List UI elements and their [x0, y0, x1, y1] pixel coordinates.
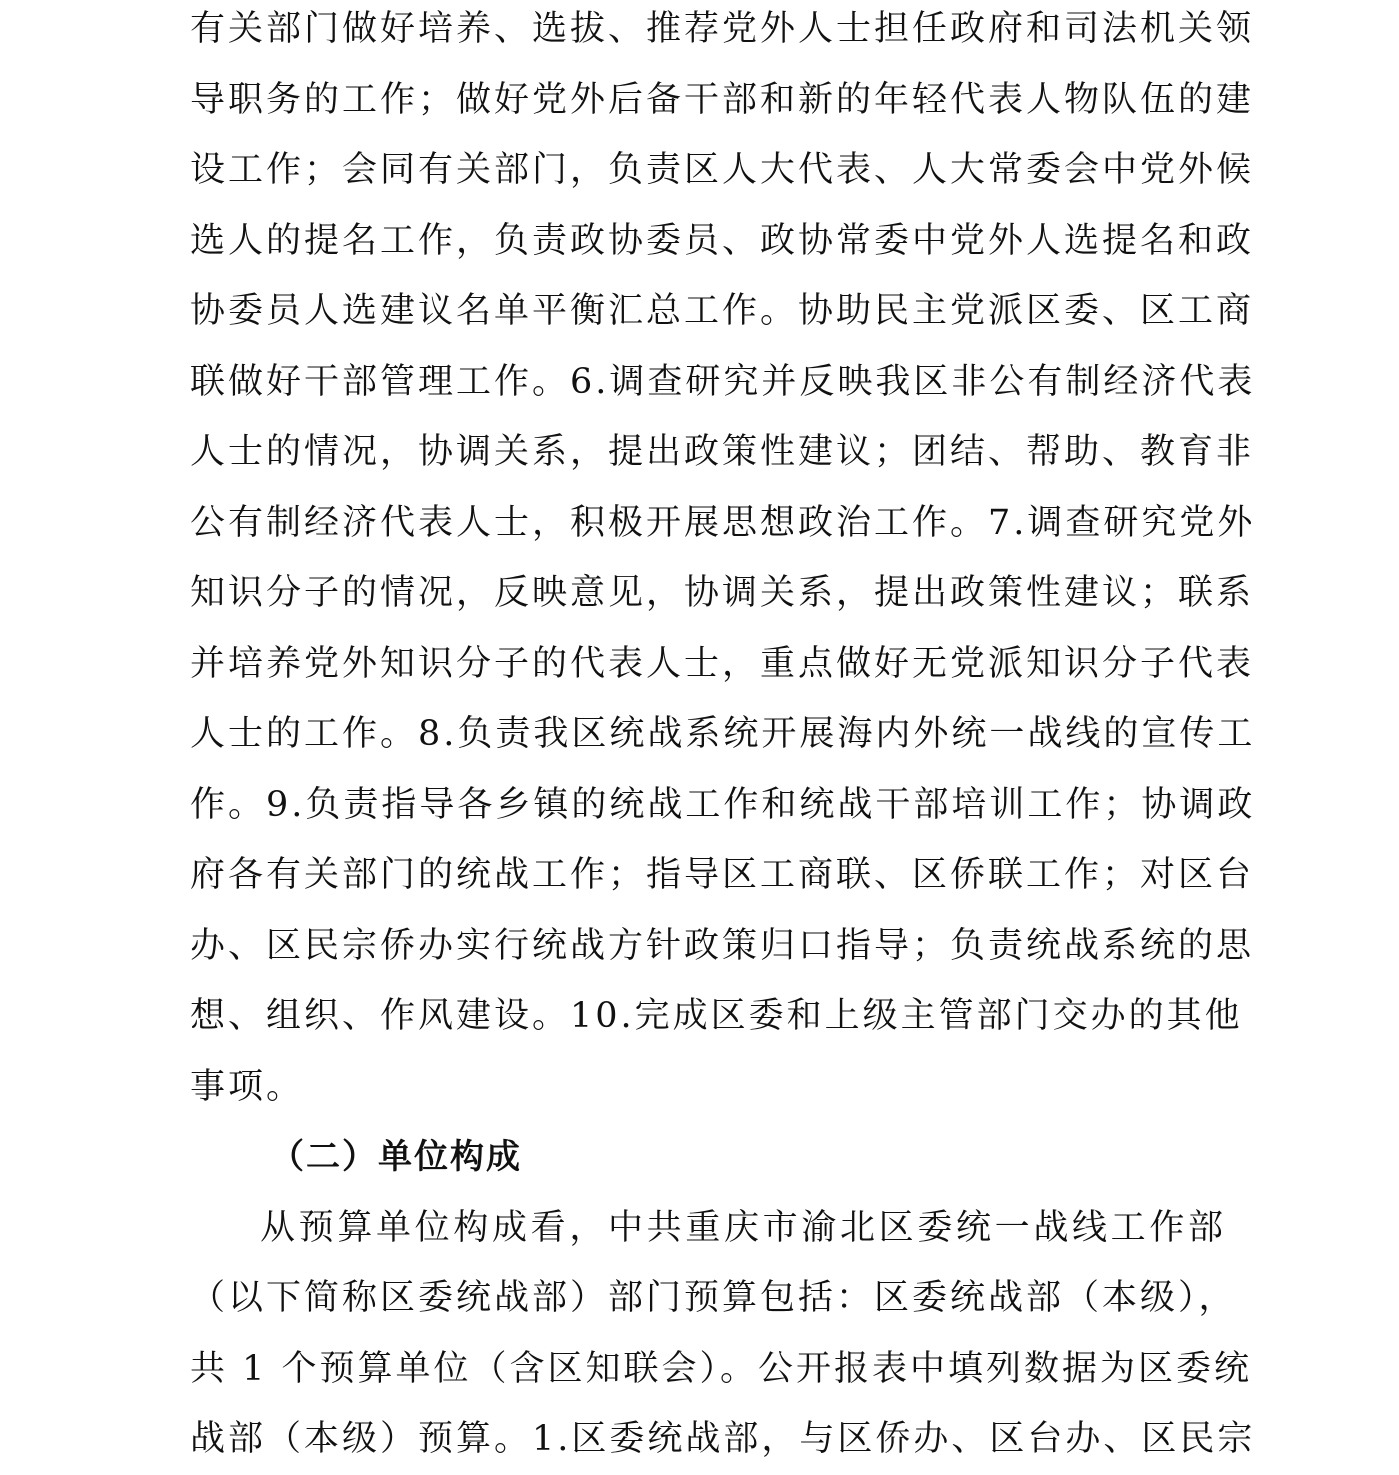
text-line: 有关部门做好培养、选拔、推荐党外人士担任政府和司法机关领 [190, 9, 1255, 49]
text-line: 想、组织、作风建设。10.完成区委和上级主管部门交办的其他 [190, 996, 1243, 1036]
text-line: 选人的提名工作，负责政协委员、政协常委中党外人选提名和政 [190, 220, 1255, 261]
text-line: 战部（本级）预算。1.区委统战部，与区侨办、区台办、区民宗 [190, 1419, 1256, 1459]
text-line: 人士的情况，协调关系，提出政策性建议；团结、帮助、教育非 [190, 432, 1255, 472]
text-line: 协委员人选建议名单平衡汇总工作。协助民主党派区委、区工商 [190, 291, 1255, 331]
text-line: 事项。 [190, 1066, 305, 1107]
text-line: 导职务的工作；做好党外后备干部和新的年轻代表人物队伍的建 [190, 79, 1255, 120]
text-line: 公有制经济代表人士，积极开展思想政治工作。7.调查研究党外 [190, 502, 1256, 543]
text-line: 设工作；会同有关部门，负责区人大代表、人大常委会中党外候 [190, 150, 1255, 190]
paragraph-unit-composition [190, 1193, 1256, 1475]
paragraph-duties [190, 0, 1256, 1122]
text-line: 人士的工作。8.负责我区统战系统开展海内外统一战线的宣传工 [190, 714, 1256, 754]
text-line: 共 1 个预算单位（含区知联会）。公开报表中填列数据为区委统 [190, 1348, 1253, 1389]
text-line: 作。9.负责指导各乡镇的统战工作和统战干部培训工作；协调政 [190, 784, 1256, 825]
text-line: 联做好干部管理工作。6.调查研究并反映我区非公有制经济代表 [190, 361, 1256, 402]
text-line: （以下简称区委统战部）部门预算包括：区委统战部（本级）， [190, 1278, 1237, 1318]
text-line: 从预算单位构成看，中共重庆市渝北区委统一战线工作部 [260, 1207, 1226, 1248]
text-line: 知识分子的情况，反映意见，协调关系，提出政策性建议；联系 [190, 573, 1255, 613]
section-heading: （二）单位构成 [270, 1137, 522, 1177]
text-line: 并培养党外知识分子的代表人士，重点做好无党派知识分子代表 [190, 643, 1255, 684]
document-body [190, 0, 1256, 1475]
text-line: 办、区民宗侨办实行统战方针政策归口指导；负责统战系统的思 [190, 925, 1255, 966]
text-line: 府各有关部门的统战工作；指导区工商联、区侨联工作；对区台 [190, 855, 1255, 895]
